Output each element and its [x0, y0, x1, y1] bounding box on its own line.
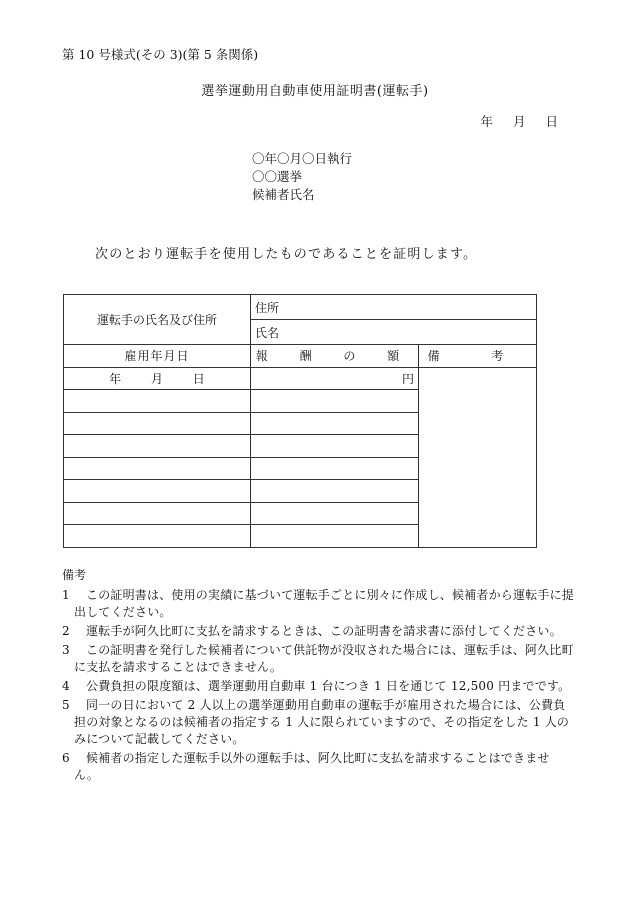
- remuneration-cell[interactable]: [251, 435, 419, 458]
- driver-name-address-label: 運転手の氏名及び住所: [64, 295, 251, 345]
- election-date: 〇年〇月〇日執行: [252, 151, 353, 166]
- note-text: この証明書を発行した候補者について供託物が没収された場合には、運転手は、阿久比町に支払を請求することはできません。: [74, 643, 574, 674]
- hire-date-cell[interactable]: [64, 480, 251, 503]
- note-text: 公費負担の限度額は、選挙運動用自動車 1 台につき 1 日を通じて 12,500 円までです。: [86, 679, 571, 693]
- remarks-header: 備 考: [419, 345, 537, 368]
- certificate-table: [63, 294, 537, 548]
- address-cell[interactable]: [251, 295, 537, 320]
- remuneration-cell[interactable]: [251, 457, 419, 480]
- name-cell[interactable]: [251, 320, 537, 345]
- hire-date-cell[interactable]: [64, 502, 251, 525]
- note-item: [62, 642, 574, 676]
- hire-date-cell[interactable]: 年 月 日: [64, 367, 251, 390]
- candidate-name-label: 候補者氏名: [252, 187, 315, 202]
- notes-heading: 備考: [62, 568, 87, 582]
- remuneration-cell[interactable]: [251, 480, 419, 503]
- notes-section: [62, 567, 574, 786]
- certification-statement: 次のとおり運転手を使用したものであることを証明します。: [95, 247, 478, 262]
- form-identifier: 第 10 号様式(その 3)(第 5 条関係): [62, 47, 259, 62]
- note-number: 6: [62, 751, 70, 765]
- election-name: 〇〇選挙: [252, 169, 303, 184]
- note-text: 候補者の指定した運転手以外の運転手は、阿久比町に支払を請求することはできません。: [74, 751, 550, 782]
- note-item: [62, 587, 574, 621]
- note-number: 5: [62, 698, 70, 712]
- hire-date-cell[interactable]: [64, 435, 251, 458]
- note-item: [62, 623, 574, 640]
- hire-date-header: 雇用年月日: [64, 345, 251, 368]
- remuneration-cell[interactable]: [251, 390, 419, 413]
- hire-date-cell[interactable]: [64, 412, 251, 435]
- issue-date-line: 年 月 日: [480, 114, 558, 129]
- hire-date-cell[interactable]: [64, 390, 251, 413]
- note-number: 4: [62, 679, 70, 693]
- hire-date-cell[interactable]: [64, 457, 251, 480]
- remuneration-header: 報 酬 の 額: [251, 345, 419, 368]
- note-item: [62, 678, 574, 695]
- document-title: 選挙運動用自動車使用証明書(運転手): [201, 84, 429, 99]
- remarks-cell[interactable]: [419, 367, 537, 547]
- name-label: 氏名: [255, 325, 280, 340]
- note-item: [62, 697, 574, 748]
- note-item: [62, 750, 574, 784]
- note-number: 1: [62, 588, 70, 602]
- remuneration-cell[interactable]: [251, 525, 419, 548]
- remuneration-cell[interactable]: [251, 502, 419, 525]
- note-number: 3: [62, 643, 70, 657]
- note-text: 運転手が阿久比町に支払を請求するときは、この証明書を請求書に添付してください。: [86, 624, 562, 638]
- address-label: 住所: [255, 300, 280, 315]
- note-text: この証明書は、使用の実績に基づいて運転手ごとに別々に作成し、候補者から運転手に提出してください。: [74, 588, 575, 619]
- remuneration-cell[interactable]: [251, 412, 419, 435]
- hire-date-cell[interactable]: [64, 525, 251, 548]
- note-number: 2: [62, 624, 70, 638]
- note-text: 同一の日において 2 人以上の選挙運動用自動車の運転手が雇用された場合には、公費負担の対象となるのは候補者の指定する 1 人に限られていますので、その指定をした 1 人のみについて記載してください。: [74, 698, 570, 746]
- remuneration-cell[interactable]: 円: [251, 367, 419, 390]
